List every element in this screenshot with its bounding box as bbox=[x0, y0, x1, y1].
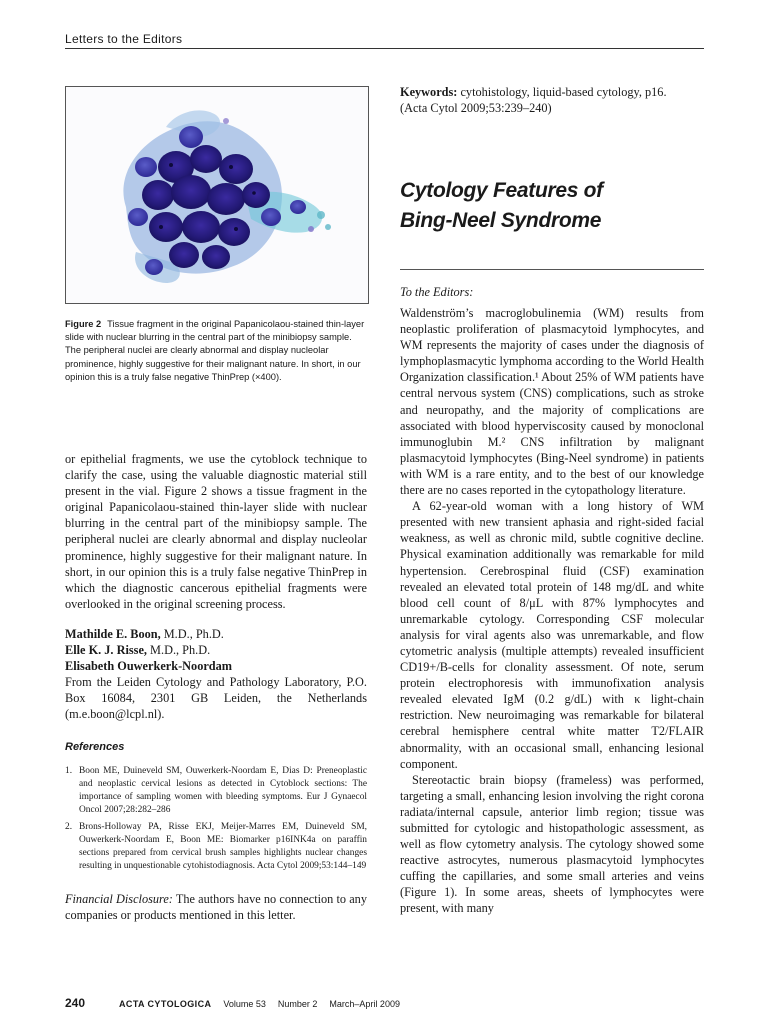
author-1 bbox=[65, 626, 367, 642]
title-rule bbox=[400, 269, 704, 270]
reference-number: 2. bbox=[65, 821, 73, 832]
author-2 bbox=[65, 642, 367, 658]
author-name: Mathilde E. Boon, bbox=[65, 626, 161, 641]
continuation-paragraph: or epithelial fragments, we use the cytoblock technique to clarify the case, using the valuable diagnostic material still present in the vial. Figure 2 shows a tissue fragment in the original Papanicolaou-stained thin-layer slide with nuclear blurring in the central part of the minibiopsy sample. The peripheral nuclei are clearly abnormal and display nucleolar prominence, highly suggestive for their malignant nature. In short, in our opinion this is a truly false negative ThinPrep in which the diagnostic cancerous epithelial fragments were overlooked in the original screening process. bbox=[65, 452, 367, 611]
keywords-line bbox=[400, 84, 704, 100]
reference-item bbox=[65, 821, 367, 873]
reference-list bbox=[65, 765, 367, 873]
references-heading: References bbox=[65, 740, 125, 753]
financial-disclosure bbox=[65, 891, 367, 923]
micrograph-illustration bbox=[66, 87, 368, 303]
disclosure-text: The authors have no connection to any companies or products mentioned in this letter. bbox=[65, 891, 367, 922]
keywords-block bbox=[400, 84, 704, 116]
reference-text: Boon ME, Duineveld SM, Ouwerkerk-Noordam E, Dias D: Preneoplastic and neoplastic cervical lesions as detected in Cytoblock sections: The importance of sampling women with bleeding symptoms. Eur J Gynaecol Oncol 2007;28:282–286 bbox=[79, 765, 367, 815]
salutation: To the Editors: bbox=[400, 285, 474, 299]
author-degrees: M.D., Ph.D. bbox=[146, 643, 211, 658]
keywords-label: Keywords: bbox=[400, 85, 458, 99]
keywords-text: cytohistology, liquid-based cytology, p16. bbox=[457, 85, 667, 99]
section-header: Letters to the Editors bbox=[65, 32, 183, 46]
body-paragraph: Stereotactic brain biopsy (frameless) was performed, targeting a small, enhancing lesion involving the right corona radiata/internal capsule, anterior limb region; tissue was submitted for cytologic and histopathologic assessment, as well as flow cytometry analysis. The cytology showed some reactive astrocytes, numerous plasmacytoid lymphocytes cuffing the capillaries, and some small arteries and veins (Figure 1). In some areas, sheets of lymphocytes were present, with many bbox=[400, 772, 704, 916]
page-footer bbox=[65, 996, 400, 1010]
author-name: Elle K. J. Risse, bbox=[65, 643, 147, 658]
header-rule bbox=[65, 48, 704, 49]
disclosure-label: Financial Disclosure: bbox=[65, 891, 173, 906]
figure-image bbox=[65, 86, 369, 304]
issue-number: Number 2 bbox=[277, 999, 318, 1009]
left-column bbox=[65, 451, 367, 923]
reference-text: Brons-Holloway PA, Risse EKJ, Meijer-Marres EM, Duineveld SM, Ouwerkerk-Noordam E, Boon ME: Biomarker p16INK4a on paraffin sections prepared from cervical brush samples highlights nuclear changes resulting in unquestionable cytohistodiagnosis. Acta Cytol 2009;53:144–149 bbox=[79, 821, 367, 871]
citation: (Acta Cytol 2009;53:239–240) bbox=[400, 101, 552, 116]
figure-caption bbox=[65, 318, 367, 384]
author-3 bbox=[65, 658, 367, 674]
reference-number: 1. bbox=[65, 765, 73, 776]
author-name: Elisabeth Ouwerkerk-Noordam bbox=[65, 659, 233, 674]
journal-name: ACTA CYTOLOGICA bbox=[119, 999, 212, 1009]
title-line-2: Bing-Neel Syndrome bbox=[400, 209, 602, 232]
title-line-1: Cytology Features of bbox=[400, 179, 603, 202]
figure-label: Figure 2 bbox=[65, 319, 102, 329]
body-paragraph: Waldenström’s macroglobulinemia (WM) results from neoplastic proliferation of plasmacytoid lymphocytes, and WM represents the majority of cases under the diagnosis of lymphoplasmacytic lymphoma according to the World Health Organization classification.¹ About 25% of WM patients have central nervous system (CNS) complications, such as stroke and neuropathy, and the majority of complications are associated with blood hyperviscosity caused by monoclonal immunoglubin M.² CNS infiltration by malignant plasmacytoid lymphocytes (Bing-Neel syndrome) in patients with WM is a rare entity, and to the best of our knowledge there are no cases reported in the cytopathology literature. bbox=[400, 306, 704, 498]
affiliation: From the Leiden Cytology and Pathology Laboratory, P.O. Box 16084, 2301 GB Leiden, the Netherlands (m.e.boon@lcpl.nl). bbox=[65, 675, 367, 722]
body-paragraph: A 62-year-old woman with a long history of WM presented with new transient aphasia and right-sided facial weakness, as well as chronic mild, subtle cognitive decline. Physical examination additionally was remarkable for mild hypertension. Cerebrospinal fluid (CSF) examination revealed an elevated total protein of 148 mg/dL and white blood cell count of 8/μL with 87% lymphocytes and unremarkable cytology. Corresponding CSF molecular analysis for viral agents also was unremarkable, and flow cytometric analysis (multiple attempts) revealed insufficient CD19+/B-cells for clonality assessment. Of note, serum protein electrophoresis with immunofixation analysis revealed elevated IgM (0.2 g/dL) with κ light-chain restriction. New neuroimaging was remarkable for bilateral cerebral hemisphere central white matter T2/FLAIR abnormality, with an occasional small, enhancing lesional component. bbox=[400, 499, 704, 771]
article-title bbox=[400, 176, 704, 236]
author-list bbox=[65, 626, 367, 674]
right-body bbox=[400, 305, 704, 917]
page-number: 240 bbox=[65, 996, 86, 1010]
reference-item bbox=[65, 765, 367, 817]
figure-caption-text: Tissue fragment in the original Papanicolaou-stained thin-layer slide with nuclear blurring in the central part of the minibiopsy sample. The peripheral nuclei are clearly abnormal and display nucleolar prominence, highly suggestive for their malignant nature. In short, in our opinion this is a truly false negative ThinPrep (×400). bbox=[65, 319, 365, 382]
author-degrees: M.D., Ph.D. bbox=[160, 626, 224, 641]
issue-date: March–April 2009 bbox=[329, 999, 400, 1009]
volume: Volume 53 bbox=[223, 999, 266, 1009]
